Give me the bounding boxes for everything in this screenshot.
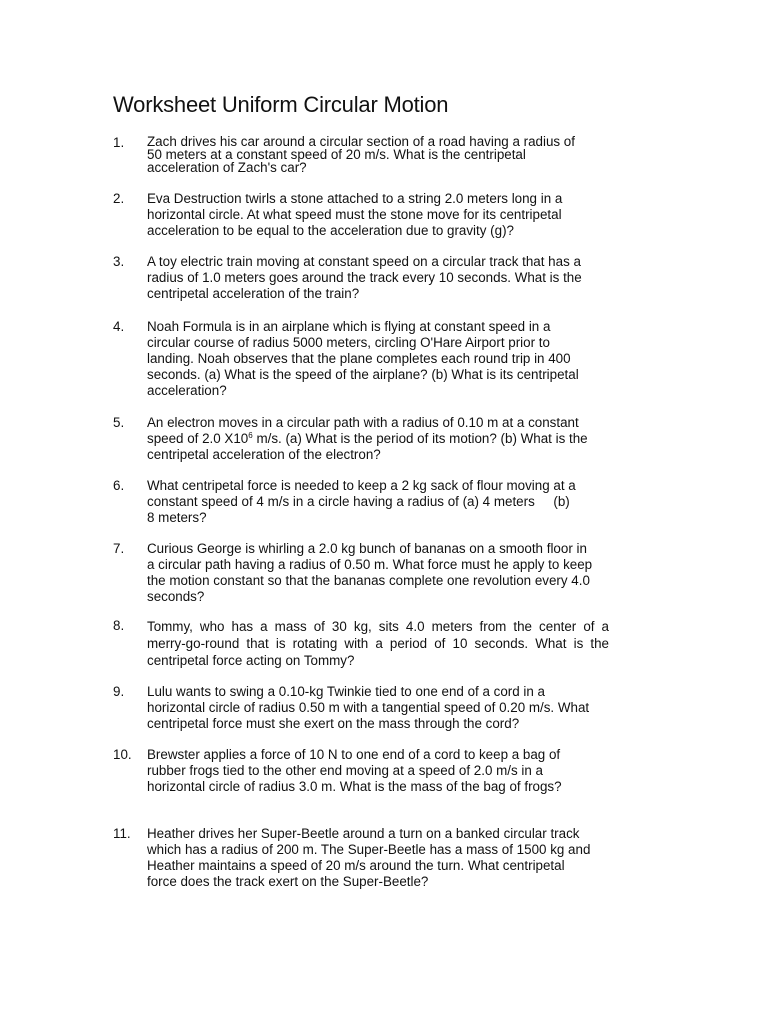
worksheet-title: Worksheet Uniform Circular Motion xyxy=(113,92,449,117)
question-text: Zach drives his car around a circular section of a road having a radius of 50 meters at a constant speed of 20 m/s. What is the centripetal acceleration of Zach's car? xyxy=(147,134,575,175)
question-text: Heather drives her Super-Beetle around a turn on a banked circular track which has a radius of 200 m. The Super-Beetle has a mass of 1500 kg and Heather maintains a speed of 20 m/s around the turn. What centripetal force does the track exert on the Super-Beetle? xyxy=(147,826,591,889)
question-number: 1. xyxy=(113,135,125,150)
question-text: Noah Formula is in an airplane which is flying at constant speed in a circular course of radius 5000 meters, circling O'Hare Airport prior to landing. Noah observes that the plane completes each round trip in 400 seconds. (a) What is the speed of the airplane? (b) What is its centripetal acceleration? xyxy=(147,319,579,398)
question-number: 3. xyxy=(113,254,125,269)
question-number: 10. xyxy=(113,747,132,762)
question-text: Brewster applies a force of 10 N to one end of a cord to keep a bag of rubber frogs tied to the other end moving at a speed of 2.0 m/s in a horizontal circle of radius 3.0 m. What is the mass of the bag of frogs? xyxy=(147,747,562,794)
question-text: Tommy, who has a mass of 30 kg, sits 4.0 meters from the center of a merry-go-round that is rotating with a period of 10 seconds. What is the centripetal force acting on Tommy? xyxy=(147,619,609,668)
question-number: 4. xyxy=(113,319,125,334)
question-number: 6. xyxy=(113,478,125,493)
question-text: A toy electric train moving at constant speed on a circular track that has a radius of 1.0 meters goes around the track every 10 seconds. What is the centripetal acceleration of the train? xyxy=(147,254,582,301)
question-number: 5. xyxy=(113,415,125,430)
question-text: An electron moves in a circular path with a radius of 0.10 m at a constant speed of 2.0 $X10^6$ m/s. (a) What is the period of its motion? (b) What is the centripetal acceleration of the electron? xyxy=(147,415,588,462)
question-number: 9. xyxy=(113,684,125,699)
question-number: 7. xyxy=(113,541,125,556)
question-text: Curious George is whirling a 2.0 kg bunch of bananas on a smooth floor in a circular path having a radius of 0.50 m. What force must he apply to keep the motion constant so that the bananas complete one revolution every 4.0 seconds? xyxy=(147,541,593,604)
question-text: Eva Destruction twirls a stone attached to a string 2.0 meters long in a horizontal circle. At what speed must the stone move for its centripetal acceleration to be equal to the acceleration due to gravity (g)? xyxy=(147,191,563,238)
question-text: What centripetal force is needed to keep a 2 kg sack of flour moving at a constant speed of 4 m/s in a circle having a radius of (a) 4 meters (b) 8 meters? xyxy=(147,478,576,525)
question-number: 11. xyxy=(113,826,131,841)
question-number: 8. xyxy=(113,618,125,633)
question-text: Lulu wants to swing a 0.10-kg Twinkie tied to one end of a cord in a horizontal circle of radius 0.50 m with a tangential speed of 0.20 m/s. What centripetal force must she exert on the mass through the cord? xyxy=(147,684,590,731)
question-number: 2. xyxy=(113,191,125,206)
